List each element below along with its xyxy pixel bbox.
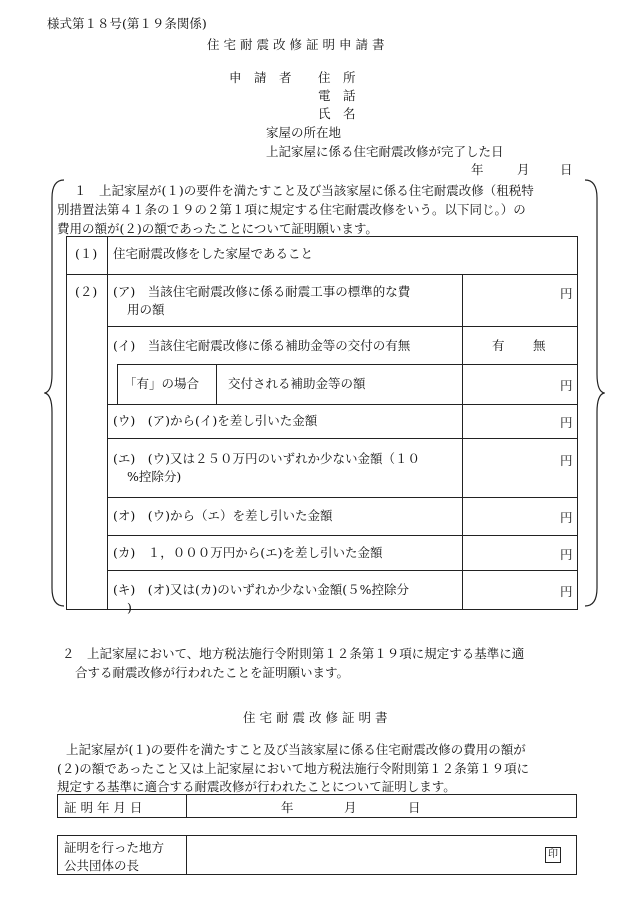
item-i-yes: 有 bbox=[492, 338, 505, 353]
certificate-line1: 上記家屋が(１)の要件を満たすこと及び当該家屋に係る住宅耐震改修の費用の額が bbox=[66, 742, 526, 757]
seal-mark: 印 bbox=[545, 847, 561, 863]
item-u-yen: 円 bbox=[560, 415, 573, 430]
issuer-label-line1: 証明を行った地方 bbox=[64, 840, 165, 855]
item-e-line1: (エ) (ウ)又は２５０万円のいずれか少ない金額（１０ bbox=[113, 451, 421, 466]
house-location-label: 家屋の所在地 bbox=[266, 125, 342, 140]
row1-text: 住宅耐震改修をした家屋であること bbox=[113, 246, 314, 261]
item-o-text: (オ) (ウ)から（エ）を差し引いた金額 bbox=[113, 508, 333, 523]
name-label: 氏 名 bbox=[318, 106, 356, 121]
item-ki-line2: ) bbox=[127, 600, 132, 615]
date-year: 年 bbox=[471, 162, 484, 177]
row2-number: (２) bbox=[75, 284, 98, 299]
row1-number: (１) bbox=[75, 246, 98, 261]
certification-date-day: 日 bbox=[408, 800, 421, 815]
certificate-line3: 規定する基準に適合する耐震改修が行われたことについて証明します。 bbox=[57, 779, 456, 794]
item-e-line2: %控除分) bbox=[127, 469, 182, 484]
section1-line1: １ 上記家屋が(１)の要件を満たすこと及び当該家屋に係る住宅耐震改修（租税特 bbox=[74, 183, 534, 198]
section1-line3: 費用の額が(２)の額であったことについて証明願います。 bbox=[57, 221, 378, 236]
sub-label: 「有」の場合 bbox=[124, 376, 200, 391]
item-ki-yen: 円 bbox=[560, 584, 573, 599]
section2-line2: 合する耐震改修が行われたことを証明願います。 bbox=[75, 665, 350, 680]
item-i-no: 無 bbox=[533, 338, 546, 353]
left-brace bbox=[44, 178, 66, 608]
sub-text: 交付される補助金等の額 bbox=[228, 376, 366, 391]
certification-date-year: 年 bbox=[281, 800, 294, 815]
page-title: 住宅耐震改修証明申請書 bbox=[207, 37, 389, 52]
certificate-line2: (２)の額であったこと又は上記家屋において地方税法施行令附則第１２条第１９項に bbox=[57, 761, 530, 776]
section1-line2: 別措置法第４１条の１９の２第１項に規定する住宅耐震改修をいう。以下同じ。）の bbox=[57, 202, 526, 217]
item-o-yen: 円 bbox=[560, 510, 573, 525]
date-day: 日 bbox=[560, 162, 573, 177]
issuer-label-line2: 公共団体の長 bbox=[64, 858, 140, 873]
phone-label: 電 話 bbox=[318, 88, 356, 103]
section2-line1: ２ 上記家屋において、地方税法施行令附則第１２条第１９項に規定する基準に適 bbox=[62, 646, 525, 661]
certification-date-label: 証 明 年 月 日 bbox=[64, 800, 143, 815]
item-e-yen: 円 bbox=[560, 453, 573, 468]
item-ki-line1: (キ) (オ)又は(カ)のいずれか少ない金額(５%控除分 bbox=[113, 582, 410, 597]
certificate-title: 住宅耐震改修証明書 bbox=[243, 710, 392, 725]
item-ka-text: (カ) １，０００万円から(エ)を差し引いた金額 bbox=[113, 545, 383, 560]
date-month: 月 bbox=[517, 162, 530, 177]
applicant-label: 申 請 者 bbox=[229, 70, 292, 85]
form-number: 様式第１８号(第１９条関係) bbox=[47, 16, 207, 31]
address-label: 住 所 bbox=[318, 70, 356, 85]
item-ka-yen: 円 bbox=[560, 547, 573, 562]
sub-yen: 円 bbox=[560, 378, 573, 393]
item-i-text: (イ) 当該住宅耐震改修に係る補助金等の交付の有無 bbox=[113, 338, 411, 353]
completion-date-label: 上記家屋に係る住宅耐震改修が完了した日 bbox=[266, 144, 504, 159]
certification-date-month: 月 bbox=[344, 800, 357, 815]
item-a-line2: 用の額 bbox=[127, 302, 165, 317]
item-u-text: (ウ) (ア)から(イ)を差し引いた金額 bbox=[113, 413, 318, 428]
right-brace bbox=[583, 178, 605, 608]
item-a-line1: (ア) 当該住宅耐震改修に係る耐震工事の標準的な費 bbox=[113, 284, 411, 299]
item-a-yen: 円 bbox=[560, 286, 573, 301]
